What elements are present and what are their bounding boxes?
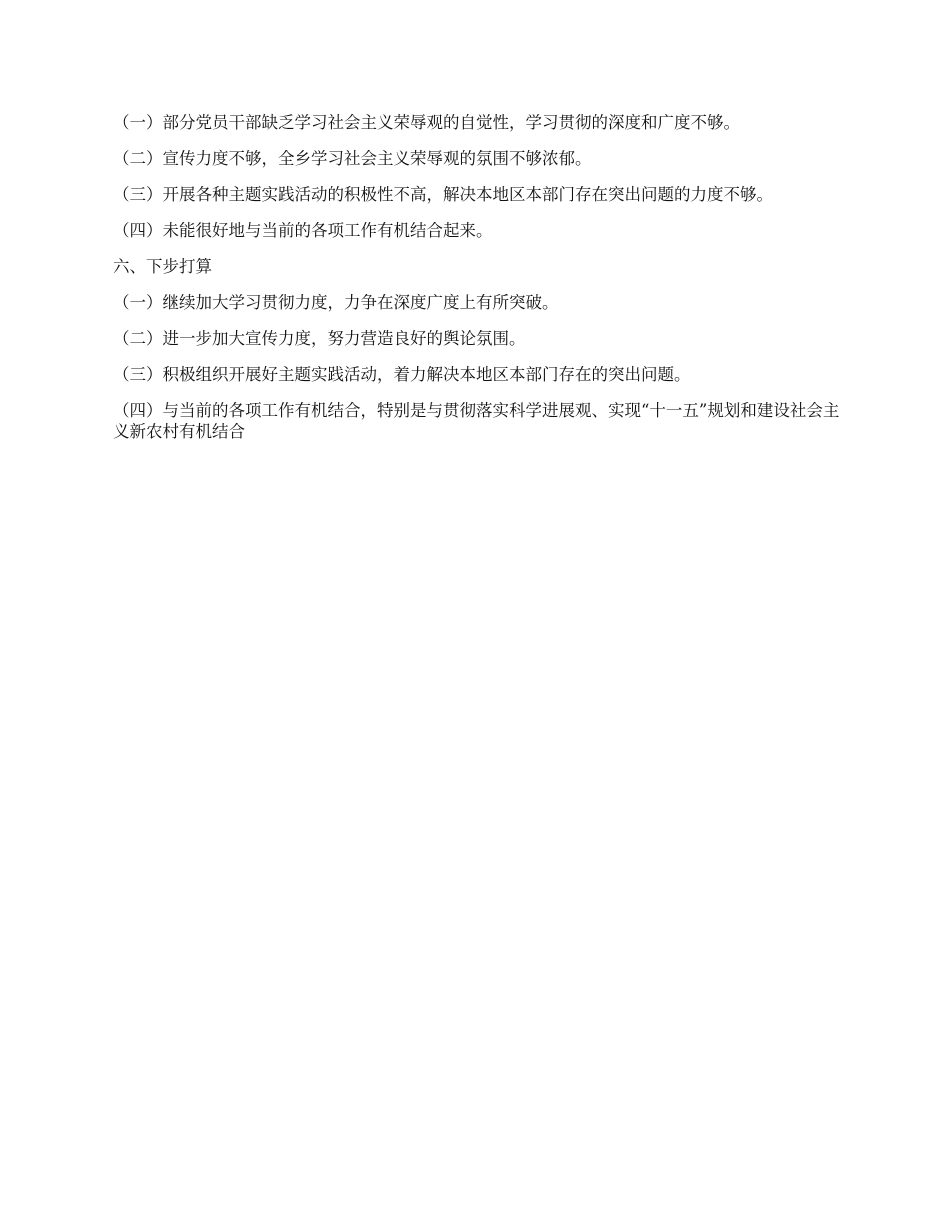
problem-item-4: （四）未能很好地与当前的各项工作有机结合起来。 <box>113 221 493 240</box>
plan-item-4: （四）与当前的各项工作有机结合，特别是与贯彻落实科学进展观、实现“十一五”规划和建设社会主义新农村有机结合 <box>113 401 840 441</box>
section-heading: 六、下步打算 <box>113 257 212 276</box>
plan-item-2: （二）进一步加大宣传力度，努力营造良好的舆论氛围。 <box>113 329 526 348</box>
problem-item-1: （一）部分党员干部缺乏学习社会主义荣辱观的自觉性，学习贯彻的深度和广度不够。 <box>113 113 740 132</box>
document-body <box>113 112 843 457</box>
plan-item-1: （一）继续加大学习贯彻力度，力争在深度广度上有所突破。 <box>113 293 559 312</box>
problem-item-3: （三）开展各种主题实践活动的积极性不高，解决本地区本部门存在突出问题的力度不够。 <box>113 185 773 204</box>
plan-item-3: （三）积极组织开展好主题实践活动，着力解决本地区本部门存在的突出问题。 <box>113 365 691 384</box>
problem-item-2: （二）宣传力度不够，全乡学习社会主义荣辱观的氛围不够浓郁。 <box>113 149 592 168</box>
